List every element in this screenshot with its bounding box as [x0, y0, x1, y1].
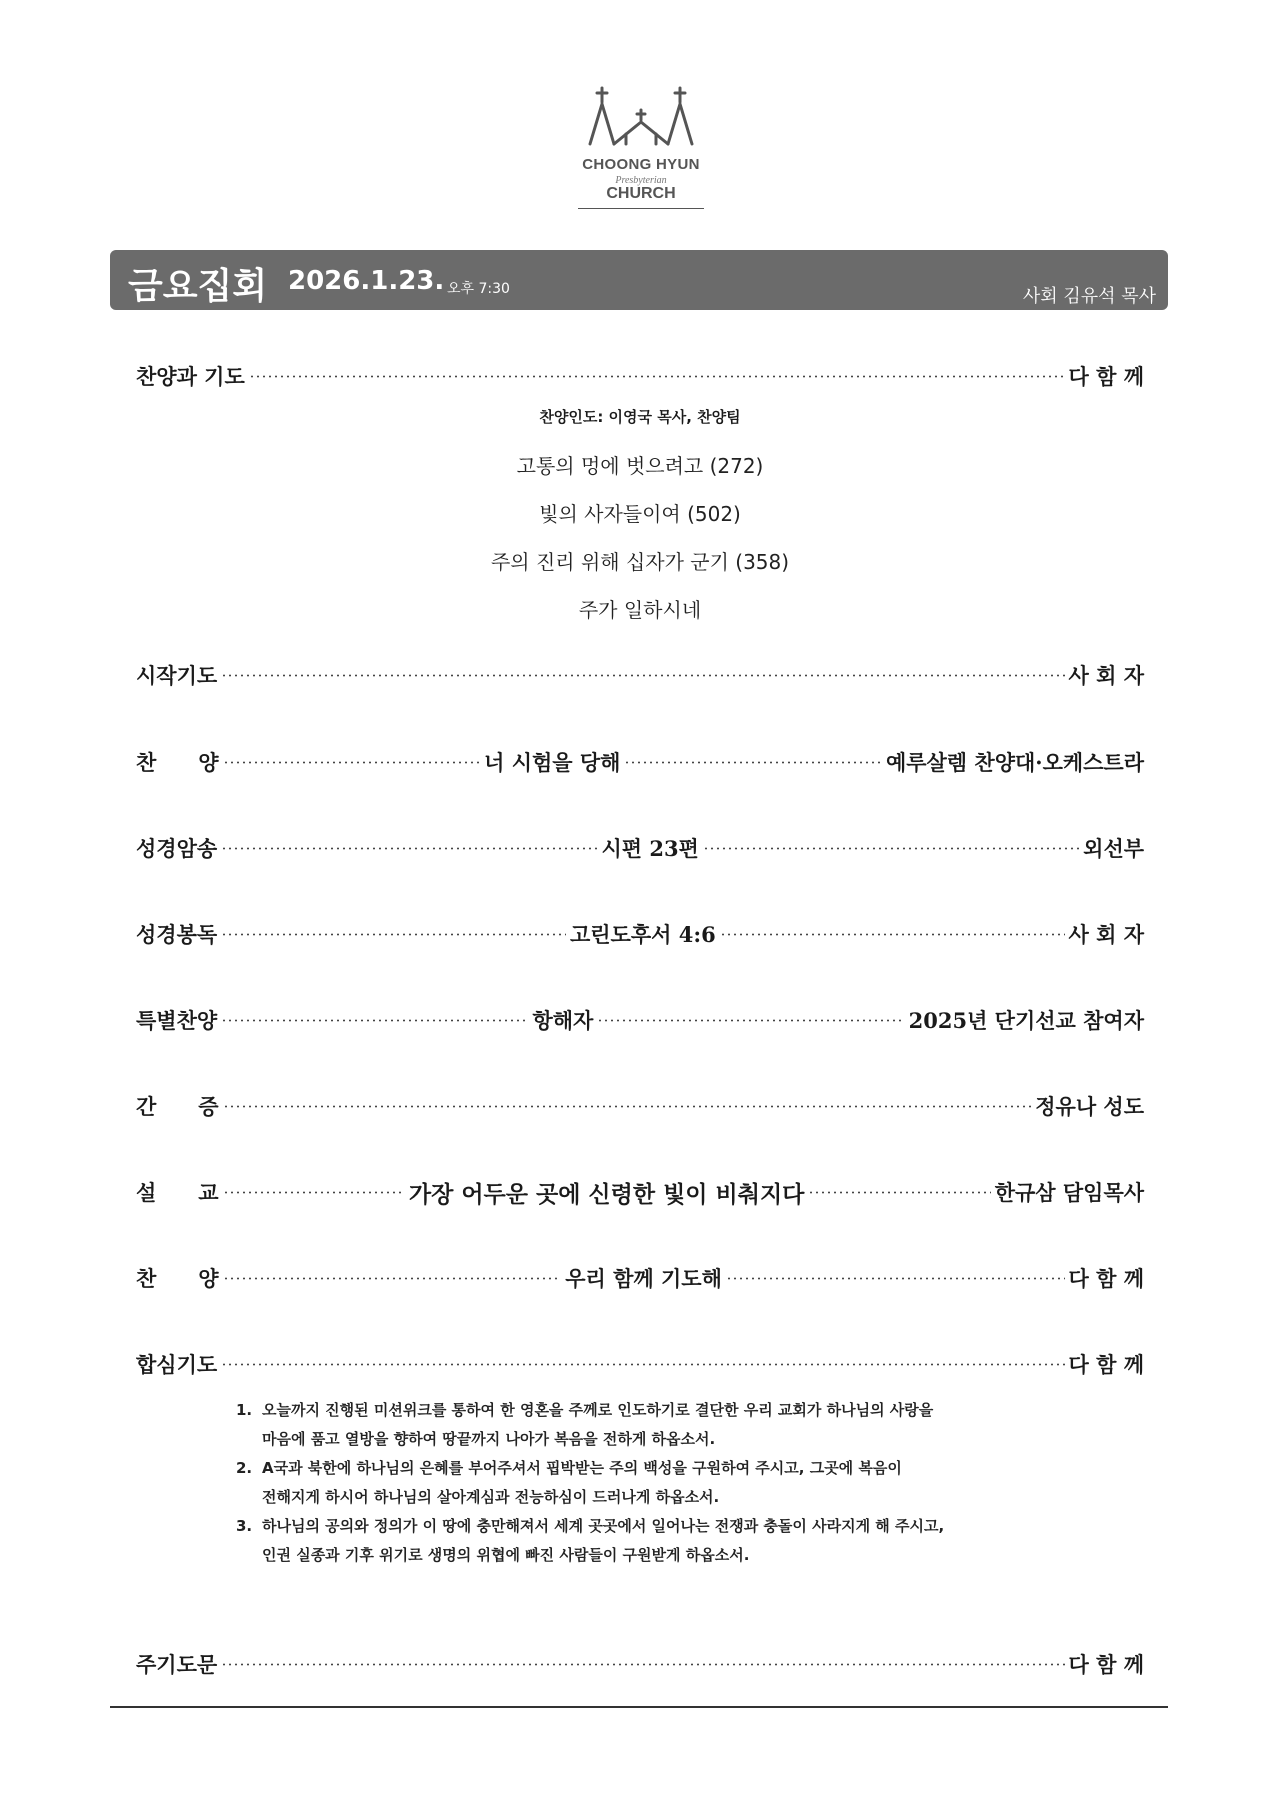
order-label: 설 교: [136, 1180, 219, 1205]
order-row-united-prayer: [136, 1344, 1144, 1384]
prayer-item: [236, 1512, 1056, 1570]
order-row-praise: [136, 356, 1144, 396]
service-date: 2026.1.23.: [288, 266, 445, 296]
dot-leader: [223, 1105, 1032, 1108]
church-steeple-icon: [588, 84, 694, 148]
dot-leader: [221, 933, 566, 936]
dot-leader: [221, 1019, 528, 1022]
order-item-title: 고린도후서 4:6: [569, 922, 716, 947]
order-row-closing-hymn: [136, 1258, 1144, 1298]
prayer-topics: [236, 1396, 1056, 1570]
dot-leader: [223, 761, 481, 764]
order-performer: 사 회 자: [1068, 922, 1145, 947]
order-label: 찬양과 기도: [136, 364, 245, 389]
order-row-special-music: [136, 1000, 1144, 1040]
order-row-scripture: [136, 914, 1144, 954]
prayer-number: 3.: [236, 1517, 253, 1535]
order-label: 찬 양: [136, 750, 219, 775]
prayer-number: 1.: [236, 1401, 253, 1419]
order-item-title: 시편 23편: [601, 836, 699, 861]
dot-leader: [808, 1191, 990, 1194]
church-logo: [574, 84, 708, 212]
prayer-number: 2.: [236, 1459, 253, 1477]
prayer-line: A국과 북한에 하나님의 은혜를 부어주셔서 핍박받는 주의 백성을 구원하여 주시고, 그곳에 복음이: [262, 1459, 902, 1477]
service-time: 오후 7:30: [447, 281, 510, 297]
sermon-title: 가장 어두운 곳에 신령한 빛이 비춰지다: [408, 1180, 805, 1208]
order-performer: 사 회 자: [1068, 663, 1144, 688]
song-item: 주가 일하시네: [578, 598, 702, 622]
dot-leader: [223, 1191, 405, 1194]
order-row-lords-prayer: [136, 1644, 1144, 1684]
service-title: 금요집회: [128, 266, 268, 307]
dot-leader: [720, 933, 1065, 936]
order-label: 주기도문: [136, 1652, 218, 1677]
order-label: 시작기도: [136, 663, 218, 688]
order-label: 합심기도: [136, 1352, 218, 1377]
order-label: 성경봉독: [136, 922, 218, 947]
order-item-title: 너 시험을 당해: [484, 750, 621, 775]
order-label: 성경암송: [136, 836, 218, 861]
logo-name-line1: CHOONG HYUN: [582, 156, 700, 173]
song-item: 빛의 사자들이여 (502): [539, 502, 741, 526]
prayer-line: 오늘까지 진행된 미션위크를 통하여 한 영혼을 주께로 인도하기로 결단한 우리 교회가 하나님의 사랑을: [262, 1401, 934, 1419]
order-performer: 정유나 성도: [1035, 1094, 1144, 1119]
song-item: 주의 진리 위해 십자가 군기 (358): [490, 550, 790, 574]
dot-leader: [221, 847, 597, 850]
dot-leader: [703, 847, 1079, 850]
logo-name-line2: Presbyterian: [615, 175, 667, 186]
dot-leader: [624, 761, 882, 764]
order-label: 간 증: [136, 1094, 219, 1119]
prayer-item: [236, 1454, 1056, 1512]
prayer-line: 하나님의 공의와 정의가 이 땅에 충만해져서 세계 곳곳에서 일어나는 전쟁과 충돌이 사라지게 해 주시고,: [262, 1517, 945, 1535]
logo-name-line3: CHURCH: [606, 185, 676, 202]
dot-leader: [249, 375, 1065, 378]
order-performer: 2025년 단기선교 참여자: [908, 1008, 1144, 1033]
dot-leader: [221, 1363, 1064, 1366]
dot-leader: [726, 1277, 1065, 1280]
service-header: [110, 250, 1168, 310]
prayer-line: 인권 실종과 기후 위기로 생명의 위협에 빠진 사람들이 구원받게 하옵소서.: [262, 1546, 750, 1564]
order-row-opening-prayer: [136, 655, 1144, 695]
prayer-line: 마음에 품고 열방을 향하여 땅끝까지 나아가 복음을 전하게 하옵소서.: [262, 1430, 716, 1448]
prayer-line: 전해지게 하시어 하나님의 살아계심과 전능하심이 드러나게 하옵소서.: [262, 1488, 720, 1506]
bottom-divider: [110, 1706, 1168, 1708]
song-item: 고통의 멍에 벗으려고 (272): [516, 454, 764, 478]
dot-leader: [221, 1663, 1064, 1666]
service-presider: 사회 김유석 목사: [1022, 286, 1156, 307]
praise-leader: 찬양인도: 이영국 목사, 찬양팀: [539, 408, 741, 426]
logo-underline: [578, 208, 704, 209]
order-item-title: 우리 함께 기도해: [565, 1266, 722, 1291]
dot-leader: [223, 1277, 562, 1280]
prayer-item: [236, 1396, 1056, 1454]
order-row-testimony: [136, 1086, 1144, 1126]
order-row-sermon: [136, 1172, 1144, 1212]
order-row-recitation: [136, 828, 1144, 868]
order-performer: 다 함 께: [1068, 1266, 1144, 1291]
order-performer: 예루살렘 찬양대·오케스트라: [885, 750, 1145, 775]
order-item-title: 항해자: [532, 1008, 594, 1033]
order-label: 특별찬양: [136, 1008, 218, 1033]
dot-leader: [221, 674, 1064, 677]
order-label: 찬 양: [136, 1266, 219, 1291]
order-performer: 다 함 께: [1068, 1352, 1144, 1377]
order-performer: 한규삼 담임목사: [994, 1180, 1145, 1205]
order-performer: 외선부: [1083, 836, 1145, 861]
dot-leader: [597, 1019, 904, 1022]
order-performer: 다 함 께: [1068, 364, 1144, 389]
order-performer: 다 함 께: [1068, 1652, 1144, 1677]
order-row-hymn: [136, 742, 1144, 782]
